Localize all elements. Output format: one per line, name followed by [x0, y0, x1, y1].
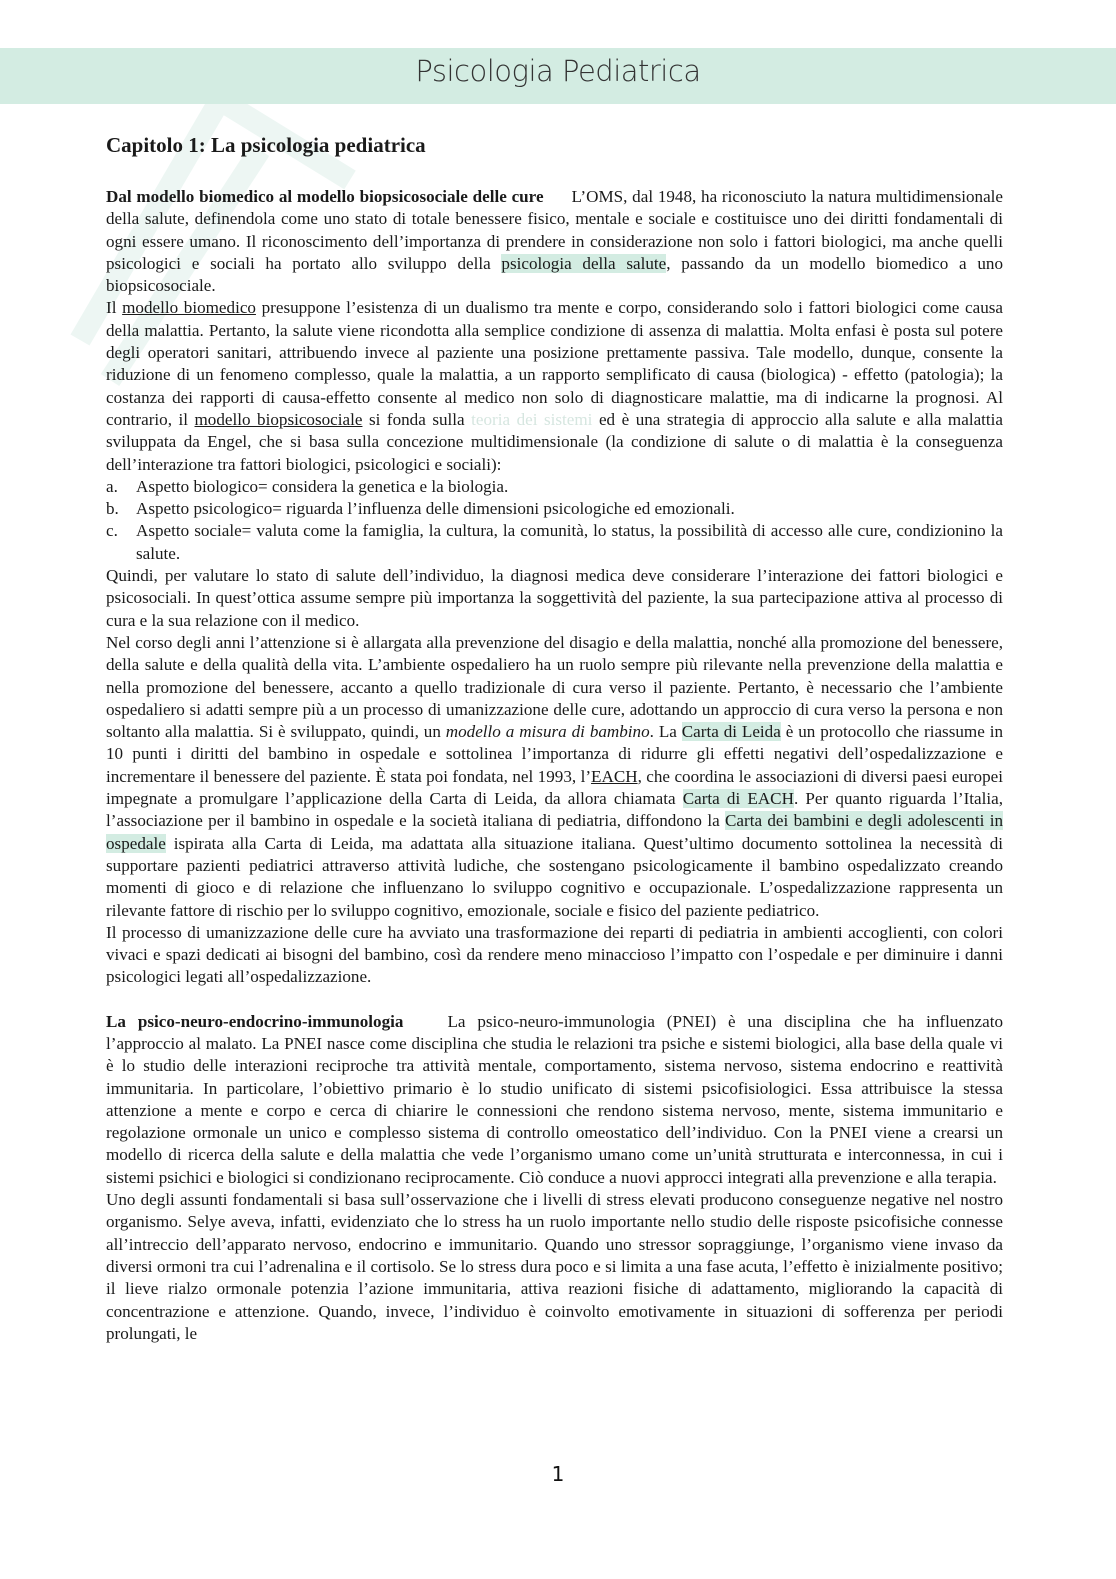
section1-paragraph-3: Quindi, per valutare lo stato di salute dell’individuo, la diagnosi medica deve considerare l’interazione dei fattori biologici e psicosociali. In quest’ottica assume sempre più importanza la soggettività del paziente, la sua partecipazione attiva al processo di cura e la sua relazione con il medico.	[106, 566, 1003, 630]
section1-paragraph-5: Il processo di umanizzazione delle cure ha avviato una trasformazione dei reparti di pediatria in ambienti accoglienti, con colori vivaci e spazi dedicati ai bisogni del bambino, così da rendere meno minaccioso l’impatto con l’ospedale e per diminuire i danni psicologici legati all’ospedalizzazione.	[106, 922, 1003, 987]
highlight-psicologia-salute: psicologia della salute	[501, 253, 667, 273]
section2-paragraph-1	[106, 1011, 1003, 1189]
text-run: Il	[106, 298, 123, 318]
chapter-title: Capitolo 1: La psicologia pediatrica	[106, 133, 426, 157]
section1-paragraph-2	[106, 297, 1003, 475]
highlight-carta-leida: Carta di Leida	[681, 722, 781, 742]
text-run: , che coordina le associazioni di diversi paesi europei impegnate a promulgare l’applicazione della Carta di Leida, da allora chiamata	[106, 766, 1003, 809]
text-run: . Per quanto riguarda l’Italia, l’associazione per il bambino in ospedale e la società italiana di pediatria, diffondono la	[106, 789, 1003, 831]
text-run: , passando da un modello biomedico a uno biopsicosociale.	[106, 253, 1003, 296]
section1-paragraph-1	[106, 186, 1003, 297]
section2-title: La psico-neuro-endocrino-immunologia	[106, 1011, 404, 1031]
faint-teoria-sistemi: teoria dei sistemi	[471, 409, 593, 429]
text-run: è un protocollo che riassume in 10 punti i diritti del bambino in ospedale e sottolinea l’importanza di ridurre gli effetti negativi dell’ospedalizzazione e incrementare il benessere del paziente. È stata poi fondata, nel 1993, l’	[106, 722, 1003, 786]
document-title: Psicologia Pediatrica	[415, 54, 701, 88]
text-run: ispirata alla Carta di Leida, ma adattata alla situazione italiana. Quest’ultimo documento sottolinea la necessità di supportare pazienti pediatrici attraverso attività ludiche, che sostengano psicologicamente il bambino ospedalizzato creando momenti di gioco e di relazione che influenzano lo sviluppo cognitivo e occupazionale. L’ospedalizzazione rappresenta un rilevante fattore di rischio per lo sviluppo cognitivo, emozionale, sociale e fisico del paziente pediatrico.	[106, 833, 1003, 920]
highlight-carta-each: Carta di EACH	[682, 789, 794, 809]
list-marker: a.	[106, 476, 118, 496]
section1-title: Dal modello biomedico al modello biopsicosociale delle cure	[106, 187, 544, 206]
list-item-text: Aspetto biologico= considera la genetica e la biologia.	[136, 476, 509, 496]
section2-paragraph-2: Uno degli assunti fondamentali si basa sull’osservazione che i livelli di stress elevati producono conseguenze negative nel nostro organismo. Selye aveva, infatti, evidenziato che lo stress ha un ruolo importante nello studio delle risposte psicofisiche connesse all’intreccio dell’apparato nervoso, endocrino e immunitario. Quando uno stressor sopraggiunge, l’organismo viene invaso da diversi ormoni tra cui l’adrenalina e il cortisolo. Se lo stress dura poco e si limita a una fase acuta, l’effetto è inizialmente positivo; il lieve rialzo ormonale potenzia l’azione immunitaria, attiva reazioni fisiche di adattamento, migliorando la capacità di concentrazione e attenzione. Quando, invece, l’individuo è coinvolto emotivamente in situazioni di sofferenza per periodi prolungati, le	[106, 1190, 1003, 1343]
text-run: La psico-neuro-immunologia (PNEI) è una disciplina che ha influenzato l’approccio al malato. La PNEI nasce come disciplina che studia le relazioni tra psiche e sistemi biologici, alla base della quale vi è lo studio delle interazioni reciproche tra attività mentale, comportamento, sistema nervoso, sistema endocrino e reattività immunitaria. In particolare, l’obiettivo primario è lo studio unificato di sistemi psicofisiologici. Essa attribuisce la stessa attenzione a mente e corpo e cerca di chiarire le connessioni che rendono sistema nervoso, mente, sistema immunitario e regolazione ormonale un unico e complesso sistema di controllo omeostatico dell’individuo. Con la PNEI viene a crearsi un modello di ricerca della salute e della malattia che vede l’organismo umano come un’unità strutturata e interconnessa, in cui i sistemi psichici e biologici si condizionano reciprocamente. Ciò conduce a nuovi approcci integrati alla prevenzione e alla terapia.	[106, 1011, 1003, 1187]
text-run: si fonda sulla	[362, 409, 472, 429]
underline-modello-biomedico: modello biomedico	[122, 298, 256, 318]
text-run: . La	[649, 722, 682, 742]
aspects-list	[106, 476, 1003, 565]
text-run: L’OMS, dal 1948, ha riconosciuto la natura multidimensionale della salute, definendola come uno stato di totale benessere fisico, mentale e sociale e costituisce uno dei diritti fondamentali di ogni essere umano. Il riconoscimento dell’importanza di prendere in considerazione non solo i fattori biologici, ma anche quelli psicologici e sociali ha portato allo sviluppo della	[106, 187, 1003, 273]
list-item	[106, 476, 1003, 498]
list-item-text: Aspetto psicologico= riguarda l’influenza delle dimensioni psicologiche ed emozionali.	[136, 499, 735, 519]
list-item	[106, 520, 1003, 565]
page-number: 1	[551, 1462, 565, 1486]
section1-paragraph-4	[106, 632, 1003, 922]
text-run: ed è una strategia di approccio alla salute e alla malattia sviluppata da Engel, che si basa sulla concezione multidimensionale (la condizione di salute o di malattia è la conseguenza dell’interazione tra fattori biologici, psicologici e sociali):	[106, 409, 1003, 474]
list-item-text: Aspetto sociale= valuta come la famiglia, la cultura, la comunità, lo status, la possibilità di accesso alle cure, condizionino la salute.	[136, 521, 1003, 563]
text-run: Nel corso degli anni l’attenzione si è allargata alla prevenzione del disagio e della malattia, nonché alla promozione del benessere, della salute e della qualità della vita. L’ambiente ospedaliero ha un ruolo sempre più rilevante nella prevenzione della malattia e nella promozione del benessere, accanto a quello tradizionale di cura verso il paziente. Pertanto, è necessario che l’ambiente ospedaliero si adatti sempre più a un processo di umanizzazione delle cure, adottando un approccio di cura verso la persona e non soltanto alla malattia. Si è sviluppato, quindi, un	[106, 632, 1003, 742]
underline-modello-biopsicosociale: modello biopsicosociale	[194, 409, 363, 429]
list-marker: c.	[106, 521, 118, 541]
list-marker: b.	[106, 499, 119, 519]
italic-modello-bambino: modello a misura di bambino	[445, 722, 650, 742]
highlight-carta-bambini: Carta dei bambini e degli adolescenti in ospedale	[106, 811, 1003, 853]
list-item	[106, 498, 1003, 520]
underline-each: EACH	[591, 766, 638, 786]
document-body	[106, 130, 1003, 1345]
text-run: presuppone l’esistenza di un dualismo tra mente e corpo, considerando solo i fattori biologici come causa della malattia. Pertanto, la salute viene ricondotta alla semplice condizione di assenza di malattia. Molta enfasi è posta sul potere degli operatori sanitari, attribuendo invece al paziente una posizione prettamente passiva. Tale modello, dunque, consente la riduzione di un fenomeno complesso, quale la malattia, a un rapporto semplificato di causa (biologica) - effetto (patologia); la costanza dei rapporti di causa-effetto consente al medico non solo di diagnosticare malattie, ma di indicarne la prognosi. Al contrario, il	[106, 298, 1003, 429]
